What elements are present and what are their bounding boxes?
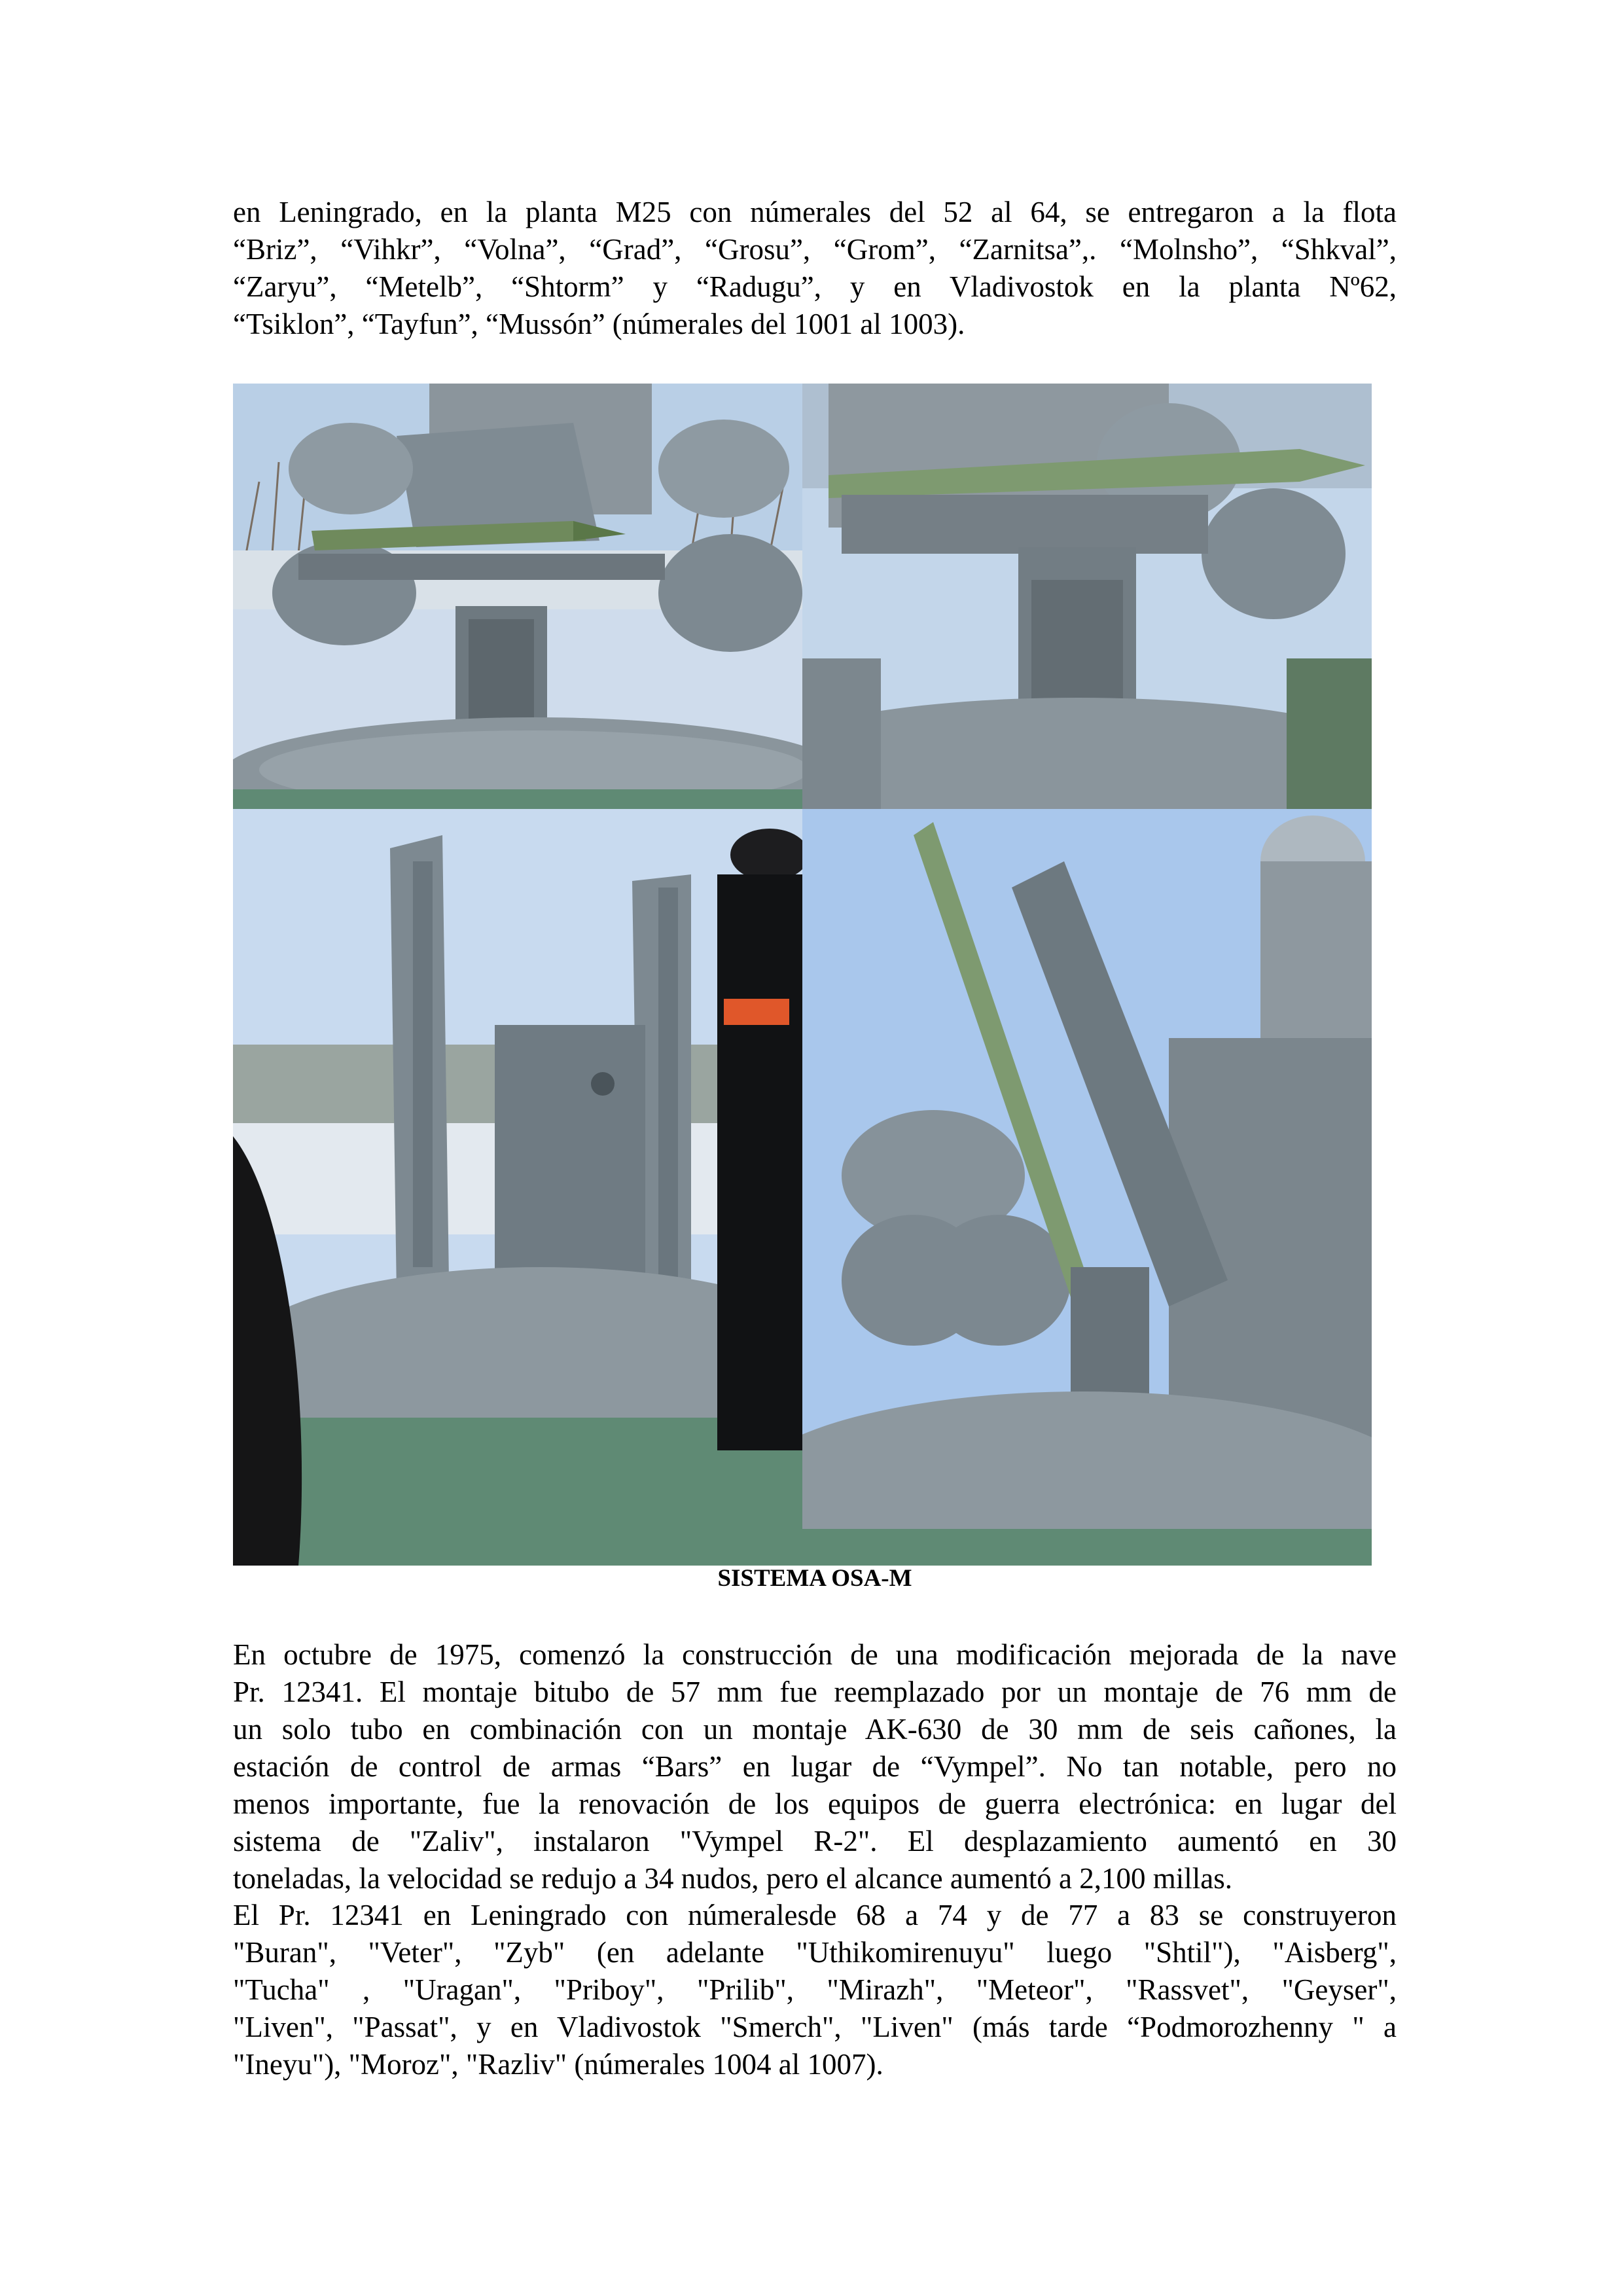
paragraph-1-line: “Tsiklon”, “Tayfun”, “Mussón” (númerales del 1001 al 1003). xyxy=(233,308,965,340)
paragraph-3-line: El Pr. 12341 en Leningrado con númeralesde 68 a 74 y de 77 a 83 se construyeron xyxy=(233,1899,1397,1931)
paragraph-2-line: un solo tubo en combinación con un montaje AK-630 de 30 mm de seis cañones, la xyxy=(233,1713,1397,1746)
photo-launcher-horizontal xyxy=(233,384,802,809)
paragraph-1-line: en Leningrado, en la planta M25 con númerales del 52 al 64, se entregaron a la flota xyxy=(233,196,1397,228)
paragraph-2-line: sistema de "Zaliv", instalaron "Vympel R-2". El desplazamiento aumentó en 30 xyxy=(233,1825,1397,1857)
photo-launcher-closeup xyxy=(802,384,1372,809)
paragraph-1-line: “Zaryu”, “Metelb”, “Shtorm” y “Radugu”, y en Vladivostok en la planta Nº62, xyxy=(233,270,1397,303)
paragraph-2-line: Pr. 12341. El montaje bitubo de 57 mm fue reemplazado por un montaje de 76 mm de xyxy=(233,1676,1397,1708)
paragraph-3-line: "Ineyu"), "Moroz", "Razliv" (númerales 1004 al 1007). xyxy=(233,2048,883,2081)
paragraph-3-line: "Buran", "Veter", "Zyb" (en adelante "Uthikomirenuyu" luego "Shtil"), "Aisberg", xyxy=(233,1936,1397,1969)
paragraph-1-line: “Briz”, “Vihkr”, “Volna”, “Grad”, “Grosu”, “Grom”, “Zarnitsa”,. “Molnsho”, “Shkval”, xyxy=(233,233,1397,266)
paragraph-2-line: toneladas, la velocidad se redujo a 34 nudos, pero el alcance aumentó a 2,100 millas. xyxy=(233,1862,1232,1895)
paragraph-2-line: estación de control de armas “Bars” en lugar de “Vympel”. No tan notable, pero no xyxy=(233,1750,1397,1783)
paragraph-2-line: menos importante, fue la renovación de los equipos de guerra electrónica: en lugar del xyxy=(233,1787,1397,1820)
paragraph-1 xyxy=(233,194,1397,343)
paragraph-2-line: En octubre de 1975, comenzó la construcción de una modificación mejorada de la nave xyxy=(233,1638,1397,1671)
paragraph-3-line: "Liven", "Passat", y en Vladivostok "Smerch", "Liven" (más tarde “Podmorozhenny " a xyxy=(233,2011,1397,2043)
paragraph-3-line: "Tucha" , "Uragan", "Priboy", "Prilib", "Mirazh", "Meteor", "Rassvet", "Geyser", xyxy=(233,1973,1397,2006)
figure-caption: SISTEMA OSA-M xyxy=(717,1565,912,1592)
paragraph-3 xyxy=(233,1897,1397,2083)
paragraph-2 xyxy=(233,1636,1397,1897)
photo-launcher-raised xyxy=(802,809,1372,1566)
photo-launcher-with-sailor xyxy=(233,809,802,1566)
